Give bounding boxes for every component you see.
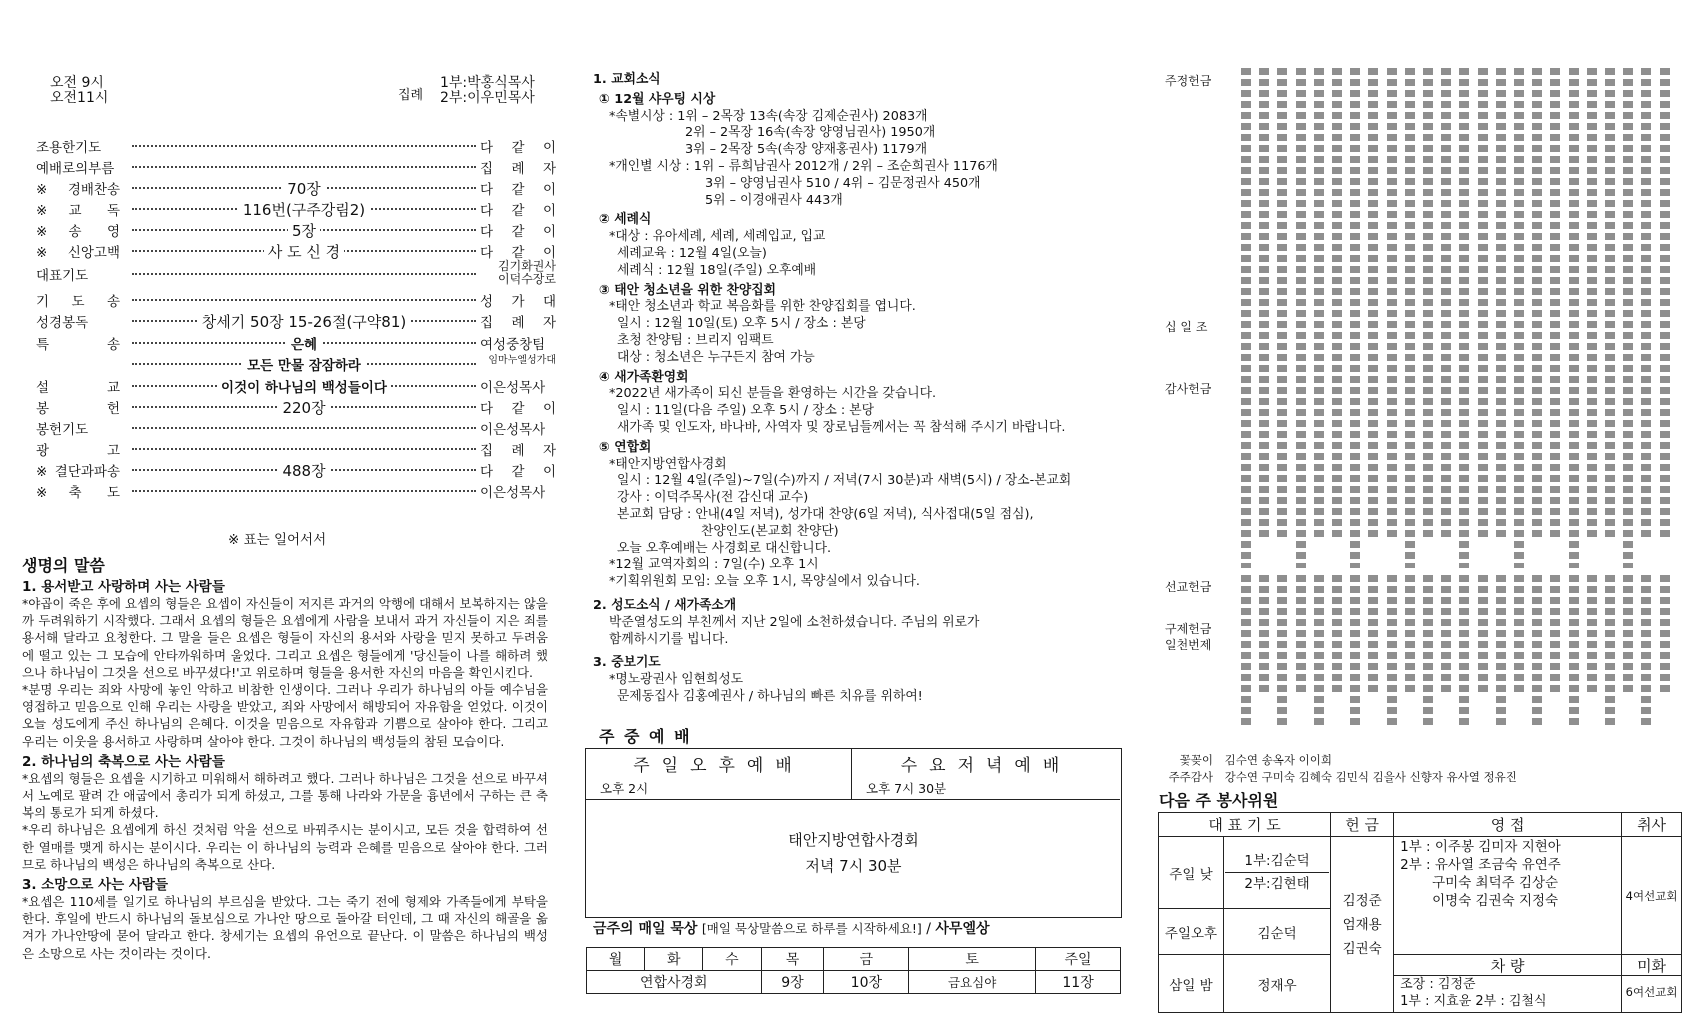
service-times [50,76,108,106]
dot-leader [132,427,476,429]
reception-label: 주주감사 [1168,770,1213,784]
row-name: 2부:김현태 [1225,872,1329,895]
offering-name-column [1478,68,1488,538]
offering-name-column [1350,68,1360,568]
order-item-name: 설 교 [36,380,120,396]
wed-time: 오후 7시 30분 [866,781,947,796]
offering-label: 일천번제 [1165,638,1212,652]
news-line: *12월 교역자회의 : 7일(수) 오후 1시 [609,557,819,573]
meditation-note: [매일 묵상말씀으로 하루를 시작하세요!] [701,921,922,936]
order-item-person: 이은성목사 [480,380,546,396]
stand-note: ※ 표는 일어서서 [228,532,327,548]
offering-name-column [1660,575,1670,695]
offering-name-column [1641,68,1651,538]
meditation-merged: 연합사경회 [587,971,762,994]
news-line: 강사 : 이덕주목사(전 감신대 교수) [617,490,809,506]
flowers-label: 꽃꽂이 [1179,753,1213,767]
row-label: 주일오후 [1159,909,1224,955]
leader-2: 2부:이우민목사 [440,90,535,106]
order-item [36,376,556,398]
order-item-detail-wrap [132,178,476,199]
order-item-detail: 이것이 하나님의 백성들이다 [217,380,391,396]
meditation-slash: / [926,921,931,937]
order-item-person: 다 같 이 [480,401,556,417]
order-item [36,199,556,221]
order-item-detail: 은혜 [287,337,321,353]
next-week-header-row [1159,813,1682,837]
offering-name-column [1277,68,1287,538]
order-item-detail-wrap [132,333,476,353]
meditation-days-row [587,948,1121,971]
order-item-detail-wrap [132,354,476,374]
service-leaders [440,76,535,106]
order-item-detail: 5장 [288,222,320,240]
order-item-name: ※축 도 [36,485,120,501]
meditation-day: 월 [587,948,645,971]
offering-name-column [1569,68,1579,568]
order-item-name: ※송 영 [36,224,120,240]
order-item-name: ※결단과파송 [36,464,120,480]
news-line: 찬양인도(본교회 찬양단) [701,523,839,539]
row-name: 정재우 [1224,955,1331,1013]
order-item-name: 예배로의부름 [36,161,115,177]
meditation-value: 11장 [1036,971,1121,994]
header-prayer: 대 표 기 도 [1159,813,1331,837]
car-line: 1부 : 지효윤 2부 : 김철식 [1400,994,1547,1009]
news-heading: 1. 교회소식 [593,72,661,87]
order-item-person: 이은성목사 [480,422,546,438]
offering-name-column [1423,575,1433,725]
news-line: *명노광권사 임현희성도 [609,672,744,688]
offering-name-column [1405,68,1415,568]
order-item [36,460,556,482]
word-heading: 3. 소망으로 사는 사람들 [22,877,168,894]
word-paragraph: *요셉은 110세를 일기로 하나님의 부르심을 받았다. 그는 죽기 전에 형제와 가족들에게 부탁을 한다. 후일에 반드시 하나님의 돌보심으로 가나안 땅으로 돌아갈 터인데, 그 때 자신의 해골을 옮겨가 가나안땅에 묻어 달라고 한다. 창세기는 요셉의 유언으로 끝난다. 이 말씀은 하나님의 백성은 소망으로 사는 것이라는 것이다. [22,894,548,961]
order-item-name: 광 고 [36,443,120,459]
order-item-name: ※신앙고백 [36,245,120,261]
leader-1: 1부:박홍식목사 [440,75,535,91]
car-header: 차 량 [1394,955,1621,976]
news-line: 본교회 담당 : 안내(4일 저녁), 성가대 찬양(6일 저녁), 식사접대(5일 점심), [617,507,1034,522]
order-item [36,220,556,242]
offering-name-column [1496,575,1506,725]
flowers-value: 김수연 송옥자 이이희 [1224,753,1332,767]
dot-leader [132,490,476,492]
order-item [36,136,556,158]
dot-leader [132,145,476,147]
order-item-name: 봉헌기도 [36,422,89,438]
offering-name-column [1296,575,1306,695]
offering-name-column [1514,575,1524,695]
order-item-detail: 116번(구주강림2) [239,201,369,219]
offering-name-column [1296,68,1306,568]
mi-cell [1622,955,1682,1013]
news-line: 일시 : 12월 4일(주일)~7일(수)까지 / 저녁(7시 30분)과 새벽(5시) / 장소-본교회 [617,473,1072,489]
offering-name-column [1277,575,1287,725]
word-title: 생명의 말씀 [22,556,105,575]
order-item-detail: 488장 [278,462,329,480]
cook-2: 6여선교회 [1625,985,1678,999]
order-item [36,354,556,376]
offering-name-column [1241,68,1251,568]
header-welcome: 영 접 [1394,813,1622,837]
order-item [36,333,556,355]
order-item-name: 기 도 송 [36,294,120,310]
order-item-name: 특 송 [36,337,120,353]
word-heading: 2. 하나님의 축복으로 사는 사람들 [22,753,225,770]
offering-name-column [1550,68,1560,538]
offering-name-column [1368,575,1378,695]
sunday-time: 오후 2시 [600,781,649,796]
dot-leader [132,273,476,275]
meditation-table [586,947,1121,994]
offering-name-column [1569,575,1579,725]
order-item [36,439,556,461]
event-title: 태안지방연합사경회 [788,831,919,849]
news-line: *기획위원회 모임: 오늘 오후 1시, 목양실에서 있습니다. [609,574,920,590]
meditation-header [593,918,990,938]
word-heading: 1. 용서받고 사랑하며 사는 사람들 [22,579,225,595]
news-heading: ① 12월 샤우팅 시상 [599,91,716,107]
dot-leader [132,166,476,168]
order-item [36,418,556,440]
welcome-names [1394,837,1622,955]
cook-1: 4여선교회 [1622,837,1682,955]
sunday-cell [586,749,852,800]
row-names [1224,837,1331,909]
dot-leader [132,299,476,301]
order-item-person: 다 같 이 [480,203,556,219]
welcome-line: 구미숙 최덕주 김상순 [1432,875,1559,891]
meditation-day: 수 [703,948,761,971]
order-item-detail-wrap [132,220,476,241]
offering-name-column [1587,575,1597,695]
order-item-person: 다 같 이 [480,182,556,198]
meditation-value: 금요심야 [909,971,1036,994]
offering-name-column [1423,68,1433,538]
order-item-person: 집 례 자 [480,161,556,177]
weekly-box [585,748,1122,918]
offering-name-column [1387,68,1397,538]
weekly-title: 주 중 예 배 [599,727,692,746]
news-line: 5위 – 이경애권사 443개 [705,192,843,208]
order-item-detail-wrap [132,199,476,220]
order-item-detail-wrap [132,397,476,418]
reception-value: 강수연 구미숙 김혜숙 김민식 김을사 신향자 유사열 정유진 [1224,770,1517,784]
news-line: *개인별 시상 : 1위 – 류희남권사 2012개 / 2위 – 조순희권사 1176개 [609,159,998,174]
service-time: 오전11시 [50,90,109,106]
order-item-name: ※교 독 [36,203,120,219]
word-body [22,575,548,962]
offering-name-column [1387,575,1397,725]
news-line: 오늘 오후예배는 사경회로 대신합니다. [617,540,832,556]
word-paragraph: *야곱이 죽은 후에 요셉의 형들은 요셉이 자신들이 저지른 과거의 악행에 대해서 보복하지는 않을까 두려워하기 시작했다. 그래서 요셉의 형들은 요셉에게 사람을 보내서 과거 자신들이 지은 죄를 용서해 달라고 요청한다. 그 말을 들은 요셉은 형들이 자신의 용서와 사랑을 믿지 못하고 두려움에 떨고 있는 그 모습에 안타까워하며 울었다. 그리고 요셉은 형들에게 '당신들이 나를 해하려 했으나 하나님이 그것을 선으로 바꾸셨다!'고 위로하며 형들을 용서한 자신의 마음을 확인시킨다. [22,596,548,680]
news-line: 세례식 : 12월 18일(주일) 오후예배 [617,262,817,278]
news-line: *2022년 새가족이 되신 분들을 환영하는 시간을 갖습니다. [609,386,937,402]
order-item [36,259,556,286]
offering-name-column [1623,68,1633,568]
offering-name-column [1459,575,1469,725]
offering-name-column [1587,68,1597,538]
offering-name-column [1532,68,1542,538]
news-line: 세례교육 : 12월 4일(오늘) [617,246,767,261]
car-cell [1394,955,1622,1013]
news-line: 새가족 및 인도자, 바나바, 사역자 및 장로님들께서는 꼭 참석해 주시기 바랍니다. [617,420,1066,435]
order-item [36,397,556,419]
offering-name: 엄재용 [1342,916,1382,933]
header-offering: 헌 금 [1331,813,1394,837]
news-line: 3위 – 2목장 5속(속장 양재홍권사) 1179개 [685,142,928,158]
news-line: 일시 : 12월 10일(토) 오후 5시 / 장소 : 본당 [617,316,866,332]
offering-name-column [1459,68,1469,568]
offering-name: 김권숙 [1342,940,1382,957]
welcome-line: 1부 : 이주봉 김미자 지현아 [1400,839,1561,855]
offering-label: 주정헌금 [1165,74,1212,88]
order-item-detail: 모든 만물 잠잠하라 [243,358,365,374]
order-item-detail: 220장 [278,399,329,417]
row-wednesday [1159,955,1682,1013]
news-line: 2위 – 2목장 16속(속장 양영님권사) 1950개 [685,125,936,141]
order-item-name: 봉 헌 [36,401,120,417]
offering-name-column [1314,68,1324,538]
meditation-title: 금주의 매일 묵상 [593,921,698,937]
service-time: 오전 9시 [50,75,104,91]
welcome-line: 이명숙 김권숙 지정숙 [1432,893,1559,909]
row-label: 주일 낮 [1159,837,1224,909]
offering-name-column [1660,68,1670,538]
news-line: 문제동집사 김홍예권사 / 하나님의 빠른 치유를 위하여! [617,689,923,704]
order-item-detail-wrap [132,460,476,481]
news-line: 대상 : 청소년은 누구든지 참여 가능 [617,349,815,365]
meditation-day: 목 [761,948,824,971]
news-line: 함께하시기를 빕니다. [609,631,729,647]
news-heading: ③ 태안 청소년을 위한 찬양집회 [599,282,776,298]
order-item-name: ※경배찬송 [36,182,120,198]
order-item-person: 다 같 이 [480,464,556,480]
order-item-person: 이은성목사 [480,485,546,501]
leader-label: 집례 [398,88,424,103]
offering-label: 감사헌금 [1165,382,1212,396]
order-item-detail-wrap [132,376,476,396]
meditation-work: 사무엘상 [935,921,990,937]
offering-name-column [1623,575,1633,695]
order-item-name: 대표기도 [36,268,89,284]
offering-name-column [1532,575,1542,725]
header-cook: 취사 [1622,813,1682,837]
order-item-person: 다 같 이 [480,245,556,261]
mi-header: 미화 [1622,955,1681,976]
offering-label: 십 일 조 [1165,320,1208,334]
order-item-person: 성 가 대 [480,294,556,310]
meditation-day: 금 [824,948,909,971]
row-sunday-day [1159,837,1682,909]
offering-names [1331,837,1394,1013]
offering-name-column [1641,575,1651,725]
offering-name: 김정준 [1342,892,1382,909]
offering-name-column [1350,575,1360,725]
order-item-person: 다 같 이 [480,140,556,156]
dot-leader [132,448,476,450]
order-item-person: 김기화권사 이덕수장로 [498,259,556,286]
news-line: *속별시상 : 1위 – 2목장 13속(속장 김제순권사) 2083개 [609,108,928,124]
order-item-name: 성경봉독 [36,315,89,331]
order-item [36,311,556,333]
offering-name-column [1605,68,1615,538]
news-line: *대상 : 유아세례, 세례, 세례입교, 입교 [609,229,826,245]
order-of-worship-panel [18,0,556,1016]
order-item [36,178,556,200]
reception-row [1165,769,1517,785]
offering-name-column [1605,575,1615,725]
news-line: 초청 찬양팀 : 브리지 임팩트 [617,333,774,348]
meditation-day: 주일 [1036,948,1121,971]
offering-name-column [1405,575,1415,695]
news-line: 일시 : 11일(다음 주일) 오후 5시 / 장소 : 본당 [617,403,875,419]
news-line: *태안 청소년과 학교 복음화를 위한 찬양집회를 엽니다. [609,299,916,315]
offering-name-column [1441,68,1451,538]
offering-label: 선교헌금 [1165,580,1212,594]
offering-name-column [1441,575,1451,695]
meditation-day: 화 [645,948,703,971]
offering-label: 구제헌금 [1165,622,1212,636]
wed-title: 수요저녁예배 [900,756,1072,776]
order-item-detail-wrap [132,311,476,332]
order-item-name: 조용한기도 [36,140,102,156]
next-week-title: 다음 주 봉사위원 [1159,791,1279,810]
car-line: 조장 : 김정준 [1400,977,1476,992]
sunday-title: 주일오후예배 [633,756,804,776]
offering-name-column [1550,575,1560,695]
offering-name-column [1496,68,1506,538]
offering-name-column [1332,68,1342,538]
meditation-values-row [587,971,1121,994]
order-item-detail: 창세기 50장 15-26절(구약81) [198,313,410,331]
news-panel [585,0,1125,1016]
meditation-value: 10장 [824,971,909,994]
order-item-person: 임마누엘성가대 [488,355,556,366]
order-item-detail: 사 도 신 경 [264,243,344,261]
word-paragraph: *요셉의 형들은 요셉을 시기하고 미워해서 해하려고 했다. 그러나 하나님은 그것을 선으로 바꾸셔서 노예로 팔려 간 애굽에서 총리가 되게 하셨고, 그를 통해 나라와 가문을 흉년에서 구하는 큰 축복의 통로가 되게 하셨다. [22,770,548,821]
order-item-person: 집 례 자 [480,443,556,459]
news-line: *태안지방연합사경회 [609,456,727,472]
order-item [36,481,556,503]
welcome-line: 2부 : 유사열 조금숙 유연주 [1400,857,1561,873]
event-time: 저녁 7시 30분 [805,857,902,875]
news-heading: 3. 중보기도 [593,655,661,671]
offering-name-column [1478,575,1488,695]
offering-name-column [1241,575,1251,725]
news-heading: ⑤ 연합회 [599,439,652,455]
news-heading: 2. 성도소식 / 새가족소개 [593,598,737,613]
offering-name-column [1314,575,1324,725]
wed-cell [852,749,1120,800]
offering-name-column [1332,575,1342,695]
order-item-person: 여성중창팀 [480,337,546,353]
row-name: 1부:김순덕 [1244,853,1310,869]
next-week-table [1158,812,1682,1013]
order-item [36,157,556,179]
offering-name-column [1368,68,1378,538]
row-name: 김순덕 [1224,909,1331,955]
meditation-value: 9장 [761,971,824,994]
news-line: 박준열성도의 부친께서 지난 2일에 소천하셨습니다. 주님의 위로가 [609,614,980,630]
flowers-row [1165,752,1332,768]
meditation-day: 토 [909,948,1036,971]
word-paragraph: *우리 하나님은 요셉에게 하신 것처럼 악을 선으로 바꿔주시는 분이시고, 모든 것을 합력하여 선한 열매를 맺게 하시는 분이시다. 우리는 이 하나님의 능력과 은혜를 믿음으로 살아야 한다. 그러므로 하나님의 백성은 하나님의 축복으로 산다. [22,822,548,872]
offering-name-column [1259,68,1269,538]
order-item [36,241,556,263]
offering-panel [1155,0,1685,1016]
news-heading: ④ 새가족환영회 [599,369,689,385]
word-paragraph: *분명 우리는 죄와 사망에 놓인 악하고 비참한 인생이다. 그러나 우리가 하나님의 아들 예수님을 영접하고 믿음으로 인해 우리는 사랑을 받았고, 죄와 사망에서 해방되어 자유함을 얻었다. 이것이 오늘 성도에게 주신 하나님의 은혜다. 이것을 믿음으로 자유함과 기쁨으로 살아야 한다. 그리고 우리는 이웃을 용서하고 사랑하며 살아야 한다. 그것이 하나님의 백성들의 참된 모습이다. [22,682,548,749]
order-item [36,290,556,312]
news-heading: ② 세례식 [599,212,652,228]
offering-name-column [1514,68,1524,568]
order-item-detail-wrap [132,241,476,262]
order-item-detail: 70장 [283,180,325,198]
row-label: 삼일 밤 [1159,955,1224,1013]
news-line: 3위 – 양영님권사 510 / 4위 – 김문정권사 450개 [705,175,981,191]
offering-name-column [1259,575,1269,695]
order-item-person: 집 례 자 [480,315,556,331]
order-item-person: 다 같 이 [480,224,556,240]
